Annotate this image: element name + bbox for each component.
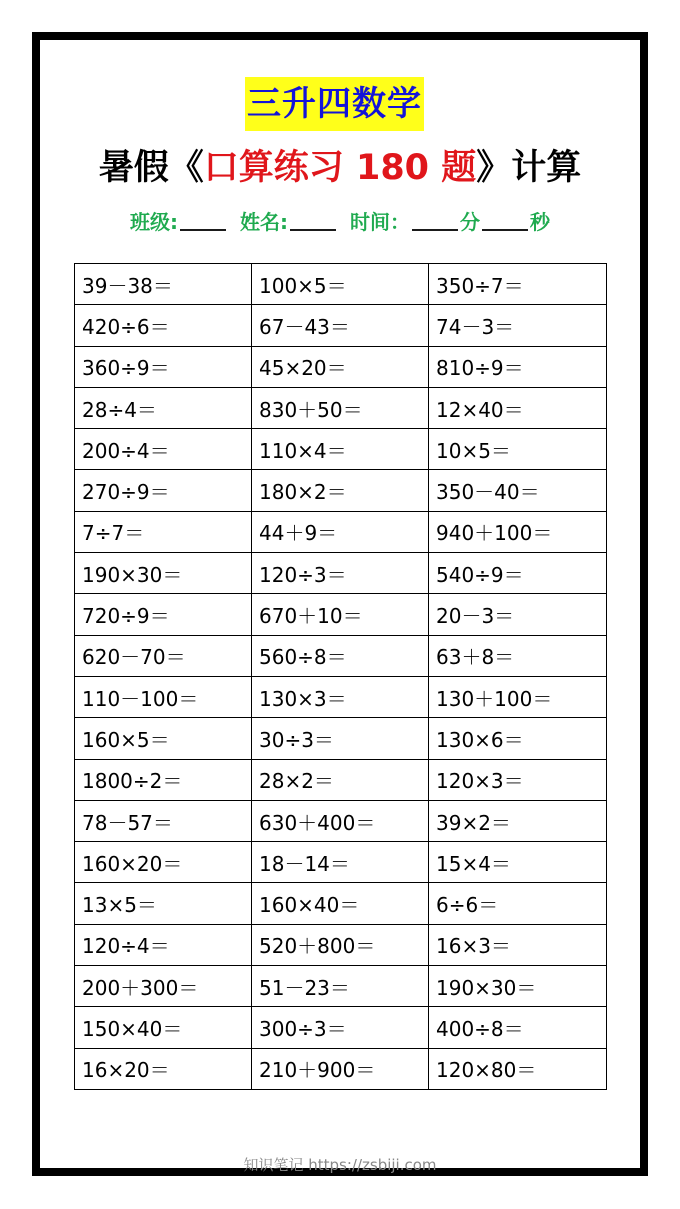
table-row xyxy=(75,1007,607,1048)
grade-banner: 三升四数学 xyxy=(245,77,424,131)
title-suffix: 》计算 xyxy=(476,148,582,188)
problem-cell: 560÷8＝ xyxy=(252,635,429,676)
problem-cell: 13×5＝ xyxy=(75,883,252,924)
table-row xyxy=(75,346,607,387)
table-row xyxy=(75,676,607,717)
problem-cell: 360÷9＝ xyxy=(75,346,252,387)
problem-cell: 400÷8＝ xyxy=(429,1007,607,1048)
problem-cell: 16×3＝ xyxy=(429,924,607,965)
problem-cell: 180×2＝ xyxy=(252,470,429,511)
table-row xyxy=(75,511,607,552)
problem-cell: 210＋900＝ xyxy=(252,1048,429,1089)
class-label: 班级: xyxy=(130,210,178,234)
table-row xyxy=(75,924,607,965)
problem-cell: 16×20＝ xyxy=(75,1048,252,1089)
problem-cell: 350÷7＝ xyxy=(429,264,607,305)
problem-cell: 44＋9＝ xyxy=(252,511,429,552)
problem-cell: 10×5＝ xyxy=(429,429,607,470)
problem-cell: 120×3＝ xyxy=(429,759,607,800)
table-row xyxy=(75,387,607,428)
problem-cell: 67－43＝ xyxy=(252,305,429,346)
problem-cell: 51－23＝ xyxy=(252,966,429,1007)
table-row xyxy=(75,1048,607,1089)
problem-cell: 63＋8＝ xyxy=(429,635,607,676)
table-row xyxy=(75,264,607,305)
seconds-blank[interactable] xyxy=(482,209,528,231)
problem-cell: 540÷9＝ xyxy=(429,553,607,594)
minutes-blank[interactable] xyxy=(412,209,458,231)
problem-cell: 15×4＝ xyxy=(429,842,607,883)
name-label: 姓名: xyxy=(240,210,288,234)
problem-cell: 190×30＝ xyxy=(429,966,607,1007)
problem-cell: 130×3＝ xyxy=(252,676,429,717)
table-row xyxy=(75,305,607,346)
problem-cell: 100×5＝ xyxy=(252,264,429,305)
problem-cell: 190×30＝ xyxy=(75,553,252,594)
problem-cell: 810÷9＝ xyxy=(429,346,607,387)
problem-table xyxy=(74,263,607,1090)
table-row xyxy=(75,966,607,1007)
problem-cell: 620－70＝ xyxy=(75,635,252,676)
problem-cell: 74－3＝ xyxy=(429,305,607,346)
problem-cell: 200÷4＝ xyxy=(75,429,252,470)
name-blank[interactable] xyxy=(290,209,336,231)
problem-cell: 28÷4＝ xyxy=(75,387,252,428)
problem-cell: 18－14＝ xyxy=(252,842,429,883)
problem-cell: 28×2＝ xyxy=(252,759,429,800)
footer-watermark: 知识笔记 https://zsbiji.com xyxy=(243,1156,437,1174)
table-row xyxy=(75,759,607,800)
problem-cell: 120÷4＝ xyxy=(75,924,252,965)
problem-cell: 940＋100＝ xyxy=(429,511,607,552)
table-row xyxy=(75,429,607,470)
problem-cell: 110×4＝ xyxy=(252,429,429,470)
problem-cell: 12×40＝ xyxy=(429,387,607,428)
table-row xyxy=(75,553,607,594)
problem-cell: 670＋10＝ xyxy=(252,594,429,635)
problem-cell: 110－100＝ xyxy=(75,676,252,717)
problem-cell: 270÷9＝ xyxy=(75,470,252,511)
problem-cell: 39－38＝ xyxy=(75,264,252,305)
problem-cell: 78－57＝ xyxy=(75,800,252,841)
problem-cell: 120÷3＝ xyxy=(252,553,429,594)
problem-cell: 160×40＝ xyxy=(252,883,429,924)
seconds-label: 秒 xyxy=(530,210,550,234)
problem-cell: 130×6＝ xyxy=(429,718,607,759)
problem-cell: 350－40＝ xyxy=(429,470,607,511)
problem-cell: 720÷9＝ xyxy=(75,594,252,635)
problem-cell: 160×20＝ xyxy=(75,842,252,883)
problem-cell: 200＋300＝ xyxy=(75,966,252,1007)
problem-cell: 420÷6＝ xyxy=(75,305,252,346)
title-highlight: 口算练习 180 题 xyxy=(203,148,477,188)
problem-cell: 300÷3＝ xyxy=(252,1007,429,1048)
table-row xyxy=(75,594,607,635)
problem-cell: 45×20＝ xyxy=(252,346,429,387)
problem-cell: 30÷3＝ xyxy=(252,718,429,759)
table-row xyxy=(75,470,607,511)
problem-cell: 6÷6＝ xyxy=(429,883,607,924)
title-prefix: 暑假《 xyxy=(98,148,204,188)
problem-cell: 160×5＝ xyxy=(75,718,252,759)
problem-cell: 7÷7＝ xyxy=(75,511,252,552)
problem-cell: 20－3＝ xyxy=(429,594,607,635)
problem-cell: 150×40＝ xyxy=(75,1007,252,1048)
problem-cell: 120×80＝ xyxy=(429,1048,607,1089)
problem-cell: 39×2＝ xyxy=(429,800,607,841)
table-row xyxy=(75,842,607,883)
table-row xyxy=(75,635,607,676)
table-row xyxy=(75,883,607,924)
class-blank[interactable] xyxy=(180,209,226,231)
problem-cell: 1800÷2＝ xyxy=(75,759,252,800)
problem-cell: 520＋800＝ xyxy=(252,924,429,965)
student-info-line xyxy=(0,205,680,239)
problem-cell: 630＋400＝ xyxy=(252,800,429,841)
problem-cell: 130＋100＝ xyxy=(429,676,607,717)
table-row xyxy=(75,800,607,841)
problem-cell: 830＋50＝ xyxy=(252,387,429,428)
minutes-label: 分 xyxy=(460,210,480,234)
page-title xyxy=(0,140,680,196)
time-label: 时间： xyxy=(350,210,410,234)
table-row xyxy=(75,718,607,759)
